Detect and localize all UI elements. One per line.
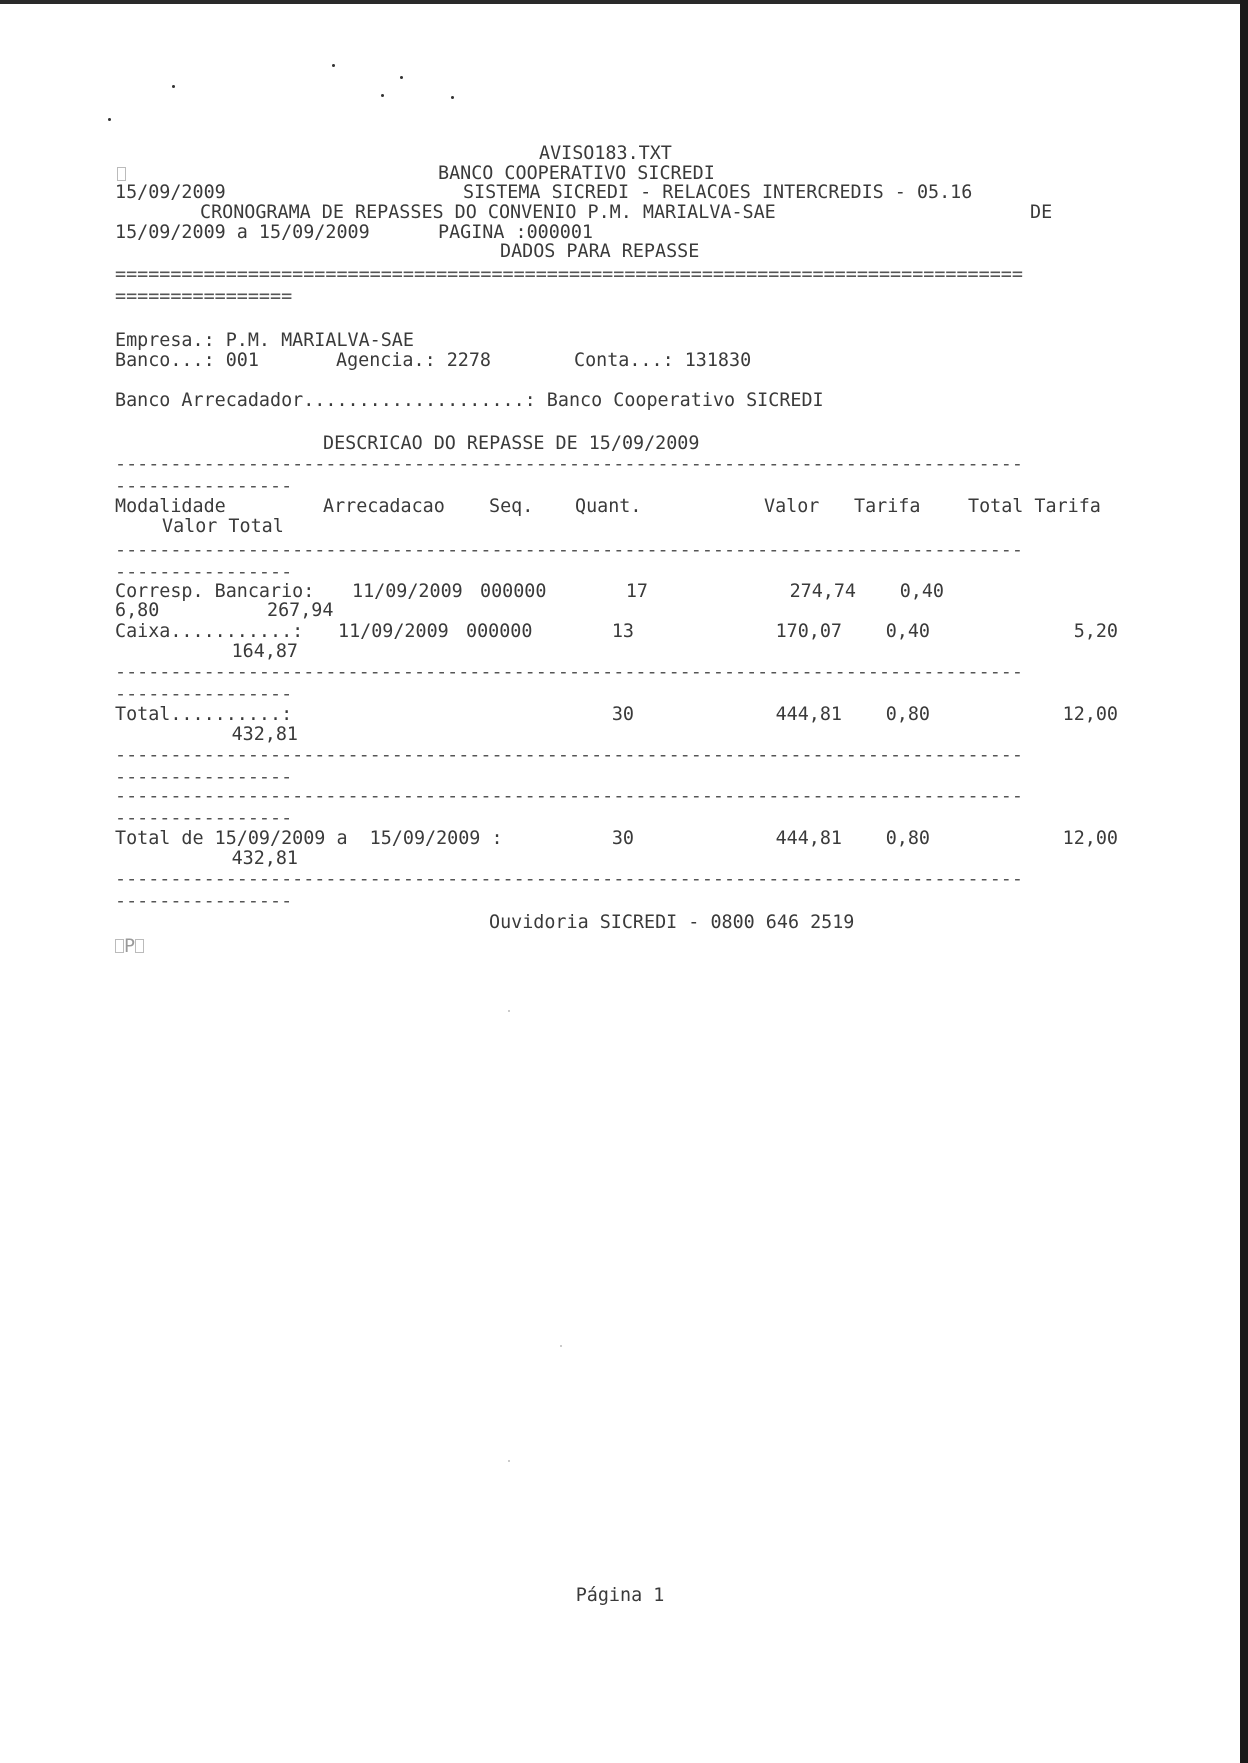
row-valor: 274,74: [789, 581, 856, 602]
scan-speck: [451, 96, 454, 99]
period-total-label: Total de 15/09/2009 a 15/09/2009 :: [115, 828, 503, 849]
file-name: AVISO183.TXT: [539, 143, 672, 164]
row-quant: 17: [625, 581, 648, 602]
scan-speck: [172, 85, 175, 88]
dash-separator: ----------------------------------------------------------------------------------: [115, 787, 1023, 807]
scan-speck: [560, 1345, 562, 1347]
total-valor-total: 432,81: [231, 724, 298, 745]
period-total-valor-total: 432,81: [231, 848, 298, 869]
double-separator: ================: [115, 287, 293, 307]
row-valor-total: 164,87: [231, 641, 298, 662]
agency-number: Agencia.: 2278: [336, 350, 492, 371]
company-name: Empresa.: P.M. MARIALVA-SAE: [115, 330, 414, 351]
double-separator: ==================================================================================: [115, 265, 1023, 285]
row-modalidade: Caixa...........:: [115, 621, 304, 642]
page-footer: Página 1: [575, 1585, 665, 1606]
dash-separator: ----------------: [115, 892, 293, 912]
col-header-valor: Valor: [764, 496, 820, 517]
scan-speck: [400, 76, 403, 79]
report-date: 15/09/2009: [115, 182, 226, 203]
scan-speck: [508, 1010, 510, 1012]
scan-edge: [0, 0, 1240, 4]
col-header-modalidade: Modalidade: [115, 496, 226, 517]
row-seq: 000000: [480, 581, 547, 602]
dash-separator: ----------------------------------------------------------------------------------: [115, 663, 1023, 683]
row-total-tarifa: 5,20: [1073, 621, 1118, 642]
row-quant: 13: [611, 621, 634, 642]
total-quant: 30: [611, 704, 634, 725]
dash-separator: ----------------: [115, 563, 293, 583]
row-date: 11/09/2009: [352, 581, 463, 602]
period-total-valor: 444,81: [775, 828, 842, 849]
col-header-valor-total: Valor Total: [162, 516, 284, 537]
row-seq: 000000: [466, 621, 533, 642]
period-total-quant: 30: [611, 828, 634, 849]
dash-separator: ----------------------------------------------------------------------------------: [115, 870, 1023, 890]
row-tarifa: 0,40: [885, 621, 930, 642]
total-total-tarifa: 12,00: [1062, 704, 1118, 725]
scan-speck: [508, 1460, 510, 1462]
row-date: 11/09/2009: [338, 621, 449, 642]
col-header-tarifa: Tarifa: [854, 496, 921, 517]
row-total-tarifa: 6,80: [115, 600, 160, 621]
dash-separator: ----------------: [115, 809, 293, 829]
period-total-total-tarifa: 12,00: [1062, 828, 1118, 849]
scan-speck: [332, 64, 335, 67]
col-header-seq: Seq.: [489, 496, 534, 517]
row-tarifa: 0,40: [899, 581, 944, 602]
ouvidoria-line: Ouvidoria SICREDI - 0800 646 2519: [489, 912, 855, 933]
scan-speck: [381, 94, 384, 97]
schedule-title: CRONOGRAMA DE REPASSES DO CONVENIO P.M. MARIALVA-SAE: [200, 202, 776, 223]
dash-separator: ----------------: [115, 768, 293, 788]
row-valor: 170,07: [775, 621, 842, 642]
dash-separator: ----------------------------------------------------------------------------------: [115, 746, 1023, 766]
form-feed-marker: [115, 937, 144, 957]
form-feed-char: P: [124, 936, 136, 957]
dash-separator: ----------------: [115, 477, 293, 497]
total-tarifa: 0,80: [885, 704, 930, 725]
bank-title: BANCO COOPERATIVO SICREDI: [438, 163, 715, 184]
page-number: PAGINA :000001: [438, 222, 594, 243]
row-modalidade: Corresp. Bancario:: [115, 581, 315, 602]
total-label: Total..........:: [115, 704, 293, 725]
bank-code: Banco...: 001: [115, 350, 259, 371]
section-title: DADOS PARA REPASSE: [500, 241, 700, 262]
period-total-tarifa: 0,80: [885, 828, 930, 849]
system-title: SISTEMA SICREDI - RELACOES INTERCREDIS - 05.16: [463, 182, 973, 203]
dash-separator: ----------------------------------------------------------------------------------: [115, 541, 1023, 561]
col-header-total-tarifa: Total Tarifa: [968, 496, 1101, 517]
schedule-de: DE: [1030, 202, 1053, 223]
col-header-quant: Quant.: [575, 496, 642, 517]
report-period: 15/09/2009 a 15/09/2009: [115, 222, 370, 243]
collecting-bank: Banco Arrecadador....................: Banco Cooperativo SICREDI: [115, 390, 824, 411]
dash-separator: ----------------------------------------------------------------------------------: [115, 455, 1023, 475]
row-valor-total: 267,94: [267, 600, 334, 621]
scan-speck: [108, 118, 111, 121]
account-number: Conta...: 131830: [574, 350, 752, 371]
dash-separator: ----------------: [115, 685, 293, 705]
col-header-arrecadacao: Arrecadacao: [323, 496, 445, 517]
total-valor: 444,81: [775, 704, 842, 725]
description-title: DESCRICAO DO REPASSE DE 15/09/2009: [323, 433, 700, 454]
